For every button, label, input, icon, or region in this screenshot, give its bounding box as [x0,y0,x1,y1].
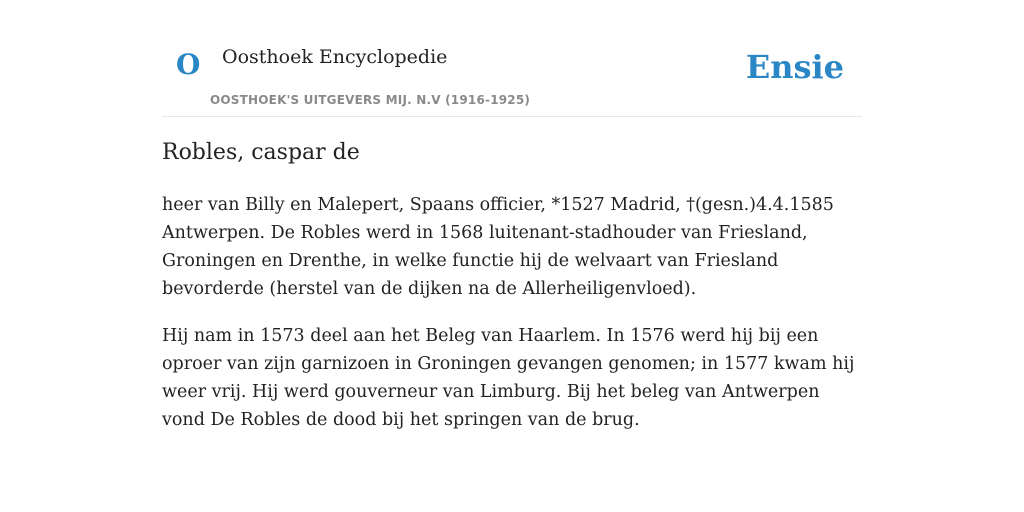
article-paragraph: heer van Billy en Malepert, Spaans officier, *1527 Madrid, †(gesn.)4.4.1585 Antwerpen. De Robles werd in 1568 luitenant-stadhouder van Friesland, Groningen en Drenthe, in welke functie hij de welvaart van Friesland bevorderde (herstel van de dijken na de Allerheiligenvloed). [162,194,834,299]
ensie-logo-link[interactable]: Ensie [745,48,844,86]
source-title-link[interactable]: Oosthoek Encyclopedie [222,46,448,68]
source-subtitle: OOSTHOEK'S UITGEVERS MIJ. N.V (1916-1925) [210,93,531,107]
article-title: Robles, caspar de [162,140,360,165]
article-paragraph: Hij nam in 1573 deel aan het Beleg van Haarlem. In 1576 werd hij bij een oproer van zijn garnizoen in Groningen gevangen genomen; in 1577 kwam hij weer vrij. Hij werd gouverneur van Limburg. Bij het beleg van Antwerpen vond De Robles de dood bij het springen van de brug. [162,325,855,430]
article [162,138,862,453]
source-header [162,36,862,117]
source-logo[interactable]: O [176,48,201,81]
